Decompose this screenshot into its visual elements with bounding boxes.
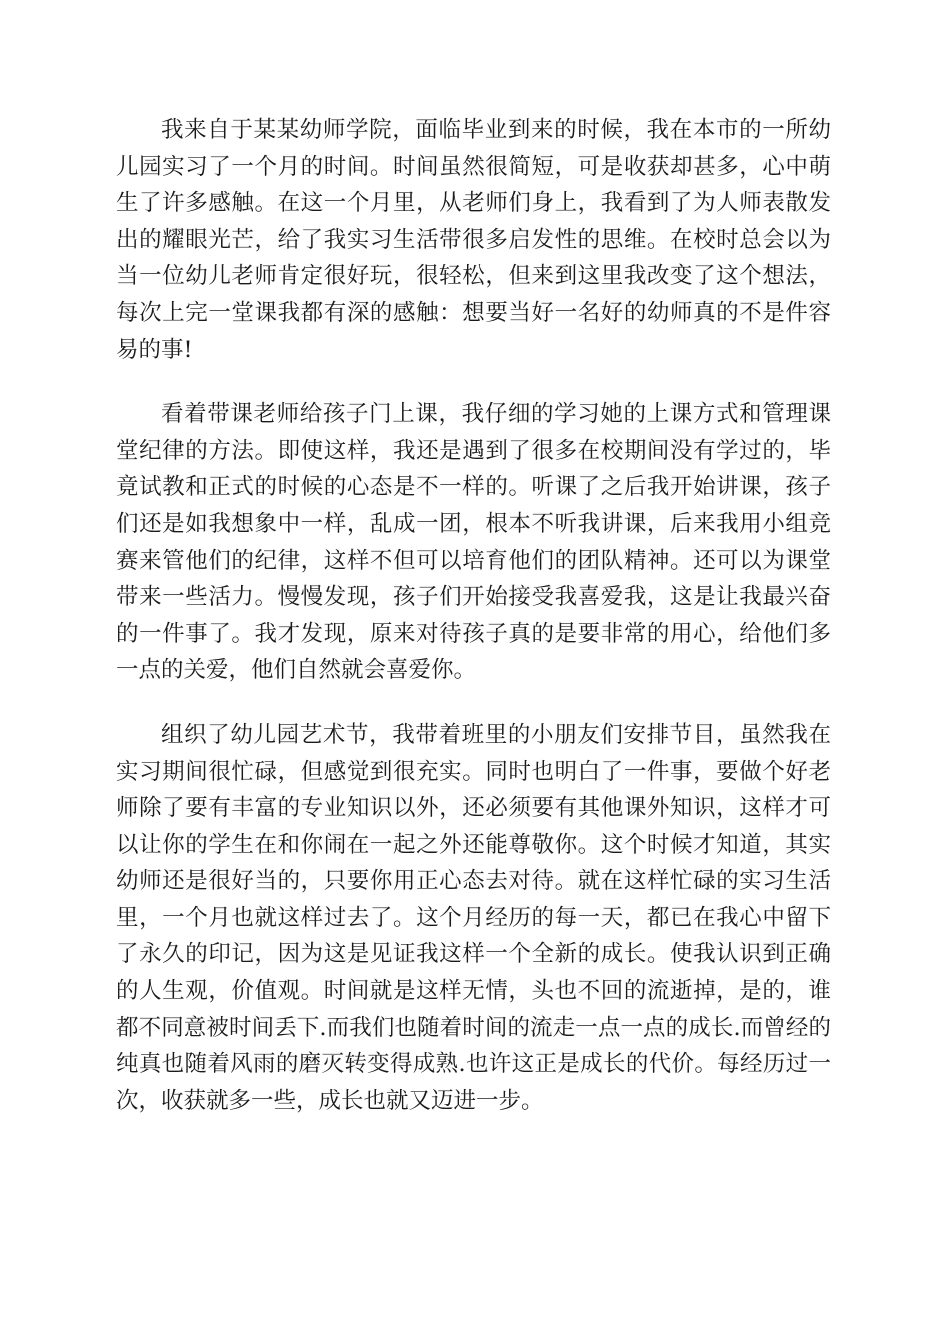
paragraph-1: 我来自于某某幼师学院，面临毕业到来的时候，我在本市的一所幼儿园实习了一个月的时间。时间虽然很简短，可是收获却甚多，心中萌生了许多感触。在这一个月里，从老师们身上，我看到了为人师表散发出的耀眼光芒，给了我实习生活带很多启发性的思维。在校时总会以为当一位幼儿老师肯定很好玩，很轻松，但来到这里我改变了这个想法，每次上完一堂课我都有深的感触：想要当好一名好的幼师真的不是件容易的事! [116, 117, 831, 363]
document-body [116, 112, 831, 1119]
paragraph-3: 组织了幼儿园艺术节，我带着班里的小朋友们安排节目，虽然我在实习期间很忙碌，但感觉到很充实。同时也明白了一件事，要做个好老师除了要有丰富的专业知识以外，还必须要有其他课外知识，这样才可以让你的学生在和你闹在一起之外还能尊敬你。这个时候才知道，其实幼师还是很好当的，只要你用正心态去对待。就在这样忙碌的实习生活里，一个月也就这样过去了。这个月经历的每一天，都已在我心中留下了永久的印记，因为这是见证我这样一个全新的成长。使我认识到正确的人生观，价值观。时间就是这样无情，头也不回的流逝掉，是的，谁都不同意被时间丢下.而我们也随着时间的流走一点一点的成长.而曾经的纯真也随着风雨的磨灭转变得成熟.也许这正是成长的代价。每经历过一次，收获就多一些，成长也就又迈进一步。 [116, 721, 831, 1114]
paragraph-2: 看着带课老师给孩子门上课，我仔细的学习她的上课方式和管理课堂纪律的方法。即使这样，我还是遇到了很多在校期间没有学过的，毕竟试教和正式的时候的心态是不一样的。听课了之后我开始讲课，孩子们还是如我想象中一样，乱成一团，根本不听我讲课，后来我用小组竞赛来管他们的纪律，这样不但可以培育他们的团队精神。还可以为课堂带来一些活力。慢慢发现，孩子们开始接受我喜爱我，这是让我最兴奋的一件事了。我才发现，原来对待孩子真的是要非常的用心，给他们多一点的关爱，他们自然就会喜爱你。 [116, 401, 831, 684]
